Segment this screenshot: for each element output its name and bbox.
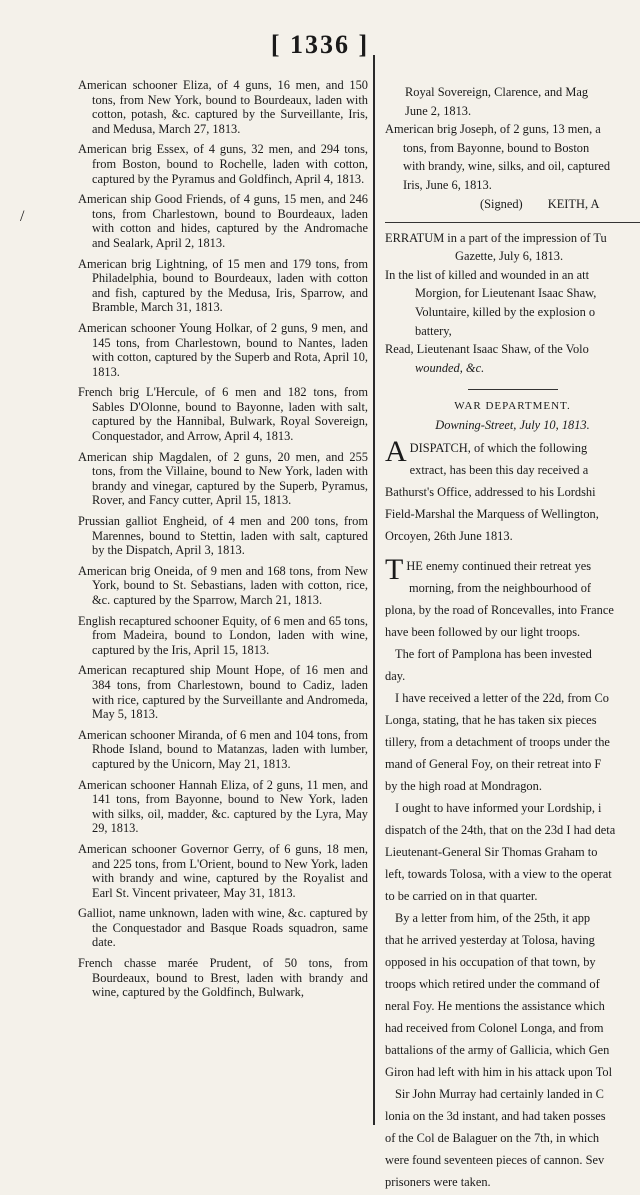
left-column [78, 78, 368, 1006]
body-line: have been followed by our light troops. [385, 625, 581, 640]
drop-cap: A [385, 435, 407, 469]
body-line: mand of General Foy, on their retreat into F [385, 757, 602, 772]
body-line: had received from Colonel Longa, and from [385, 1021, 604, 1036]
erratum-line: Voluntaire, killed by the explosion o [415, 304, 596, 319]
signed-label: (Signed) [480, 196, 523, 211]
body-line: Sir John Murray had certainly landed in C [395, 1087, 604, 1102]
capture-entry-line: with brandy, wine, silks, and oil, captured [403, 159, 611, 174]
section-rule [468, 389, 558, 390]
capture-entry: American schooner Hannah Eliza, of 2 guns, 11 men, and 141 tons, from Bayonne, bound to New York, laden with silks, oil, madder, &c. captured by the Lyra, May 29, 1813. [78, 777, 368, 836]
body-line: lonia on the 3d instant, and had taken posses [385, 1109, 606, 1124]
body-line: plona, by the road of Roncevalles, into France [385, 603, 614, 618]
body-line: I have received a letter of the 22d, from Co [395, 691, 609, 706]
body-line: The fort of Pamplona has been invested [395, 647, 592, 662]
erratum-line: battery, [415, 323, 452, 338]
capture-entry: French chasse marée Prudent, of 50 tons, from Bourdeaux, bound to Brest, laden with brandy and wine, captured by the Goldfinch, Bulwark, [78, 956, 368, 1000]
body-line: opposed in his occupation of that town, by [385, 955, 596, 970]
column-divider [373, 55, 375, 1125]
body-line: dispatch of the 24th, that on the 23d I had deta [385, 823, 616, 838]
capture-entry: American ship Good Friends, of 4 guns, 15 men, and 246 tons, from Charlestown, bound to Bourdeaux, laden with cotton and hides, captured by the Andromache and Sealark, April 2, 1813. [78, 192, 368, 250]
body-line: By a letter from him, of the 25th, it app [395, 911, 591, 926]
capture-entry: American recaptured ship Mount Hope, of 16 men and 384 tons, from Charlestown, bound to Cadiz, laden with rice, captured by the Surveillante and Andromeda, May 5, 1813. [78, 663, 368, 722]
body-line: of the Col de Balaguer on the 7th, in which [385, 1131, 600, 1146]
erratum-line: wounded, &c. [415, 360, 485, 375]
capture-entry-line: tons, from Bayonne, bound to Boston [403, 140, 590, 155]
capture-entry: Prussian galliot Engheid, of 4 men and 200 tons, from Marennes, bound to Stettin, laden with salt, captured by the Dispatch, April 3, 1813. [78, 514, 368, 558]
signature-line [480, 197, 640, 212]
capture-entry: American schooner Governor Gerry, of 6 guns, 18 men, and 225 tons, from L'Orient, bound to New York, laden with brandy and wine, captured by the Royalist and Earl St. Vincent privateer, May 31, 1813. [78, 841, 368, 900]
body-line: tillery, from a detachment of troops under the [385, 735, 610, 750]
body-line: Lieutenant-General Sir Thomas Graham to [385, 845, 598, 860]
erratum-line: In the list of killed and wounded in an att [385, 267, 590, 282]
body-line: prisoners were taken. [385, 1175, 491, 1190]
capture-entry: French brig L'Hercule, of 6 men and 182 tons, from Sables D'Olonne, bound to Bayonne, laden with salt, captured by the Hannibal, Bulwark, Royal Sovereign, Conquestador, and Arrow, April 4, 1813. [78, 385, 368, 444]
capture-entry: Galliot, name unknown, laden with wine, &c. captured by the Conquestador and Basque Roads squadron, same date. [78, 906, 368, 950]
continuation-line: June 2, 1813. [405, 103, 472, 118]
capture-entry: American schooner Young Holkar, of 2 guns, 9 men, and 145 tons, from Charlestown, bound to Nantes, laden with cotton, captured by the Superb and Rota, April 10, 1813. [78, 320, 368, 379]
drop-cap: T [385, 553, 404, 587]
capture-entry: American ship Magdalen, of 2 guns, 20 men, and 255 tons, from the Villaine, bound to New York, laden with brandy and vinegar, captured by the Superb, Pyramus, Rover, and Fancy cutter, April 15, 1813. [78, 449, 368, 508]
capture-entry: American schooner Eliza, of 4 guns, 16 men, and 150 tons, from New York, bound to Bourdeaux, laden with cotton, potash, &c. captured by the Surveillante, Iris, and Medusa, March 27, 1813. [78, 78, 368, 136]
body-line: morning, from the neighbourhood of [409, 581, 592, 596]
intro-line: Orcoyen, 26th June 1813. [385, 529, 513, 544]
body-line: Longa, stating, that he has taken six pieces [385, 713, 597, 728]
dateline: Downing-Street, July 10, 1813. [435, 418, 590, 433]
body-line: to be carried on in that quarter. [385, 889, 538, 904]
body-line: that he arrived yesterday at Tolosa, having [385, 933, 595, 948]
continuation-line: Royal Sovereign, Clarence, and Mag [405, 85, 589, 99]
page-number: [ 1336 ] [270, 30, 370, 59]
erratum-line: Read, Lieutenant Isaac Shaw, of the Volo [385, 342, 589, 357]
intro-line: DISPATCH, of which the following [409, 441, 588, 456]
body-line: by the high road at Mondragon. [385, 779, 542, 794]
body-line: left, towards Tolosa, with a view to the operat [385, 867, 612, 882]
body-line: Giron had left with him in his attack upon Tol [385, 1065, 613, 1080]
intro-line: Bathurst's Office, addressed to his Lordshi [385, 485, 596, 500]
dispatch-body [385, 553, 640, 1191]
erratum-line: ERRATUM in a part of the impression of Tu [385, 230, 607, 245]
body-line: troops which retired under the command of [385, 977, 600, 992]
erratum-line: Gazette, July 6, 1813. [455, 249, 564, 264]
dispatch-intro [385, 435, 640, 545]
intro-line: Field-Marshal the Marquess of Wellington, [385, 507, 599, 522]
body-line: day. [385, 669, 406, 684]
capture-entry: American brig Lightning, of 15 men and 179 tons, from Philadelphia, bound to Bourdeaux, laden with cotton and fish, captured by the Medusa, Iris, Sparrow, and Bramble, March 31, 1813. [78, 256, 368, 315]
section-rule [385, 222, 640, 223]
margin-mark: / [20, 208, 25, 225]
capture-entry-line: Iris, June 6, 1813. [403, 177, 492, 192]
body-line: I ought to have informed your Lordship, i [395, 801, 602, 816]
erratum-line: Morgion, for Lieutenant Isaac Shaw, [415, 286, 597, 301]
capture-entry: American schooner Miranda, of 6 men and 104 tons, from Rhode Island, bound to Matanzas, laden with lumber, captured by the Unicorn, May 21, 1813. [78, 727, 368, 771]
body-line: neral Foy. He mentions the assistance which [385, 999, 605, 1014]
capture-entry: English recaptured schooner Equity, of 6 men and 65 tons, from Madeira, bound to London, laden with wine, captured by the Iris, April 15, 1813. [78, 613, 368, 657]
signed-name: KEITH, A [547, 196, 600, 211]
body-line: were found seventeen pieces of cannon. Sev [385, 1153, 605, 1168]
capture-entry: American brig Essex, of 4 guns, 32 men, and 294 tons, from Boston, bound to Rochelle, laden with cotton, captured by the Pyramus and Goldfinch, April 4, 1813. [78, 142, 368, 186]
department-heading: WAR DEPARTMENT. [454, 400, 571, 413]
capture-entry: American brig Oneida, of 9 men and 168 tons, from New York, bound to St. Sebastians, laden with cotton, rice, &c. captured by the Sparrow, March 21, 1813. [78, 563, 368, 607]
right-column [385, 85, 640, 1195]
intro-line: extract, has been this day received a [409, 463, 589, 478]
capture-entry-line: American brig Joseph, of 2 guns, 13 men, a [385, 122, 601, 137]
body-line: battalions of the army of Gallicia, which Gen [385, 1043, 610, 1058]
body-line: HE enemy continued their retreat yes [406, 559, 592, 574]
